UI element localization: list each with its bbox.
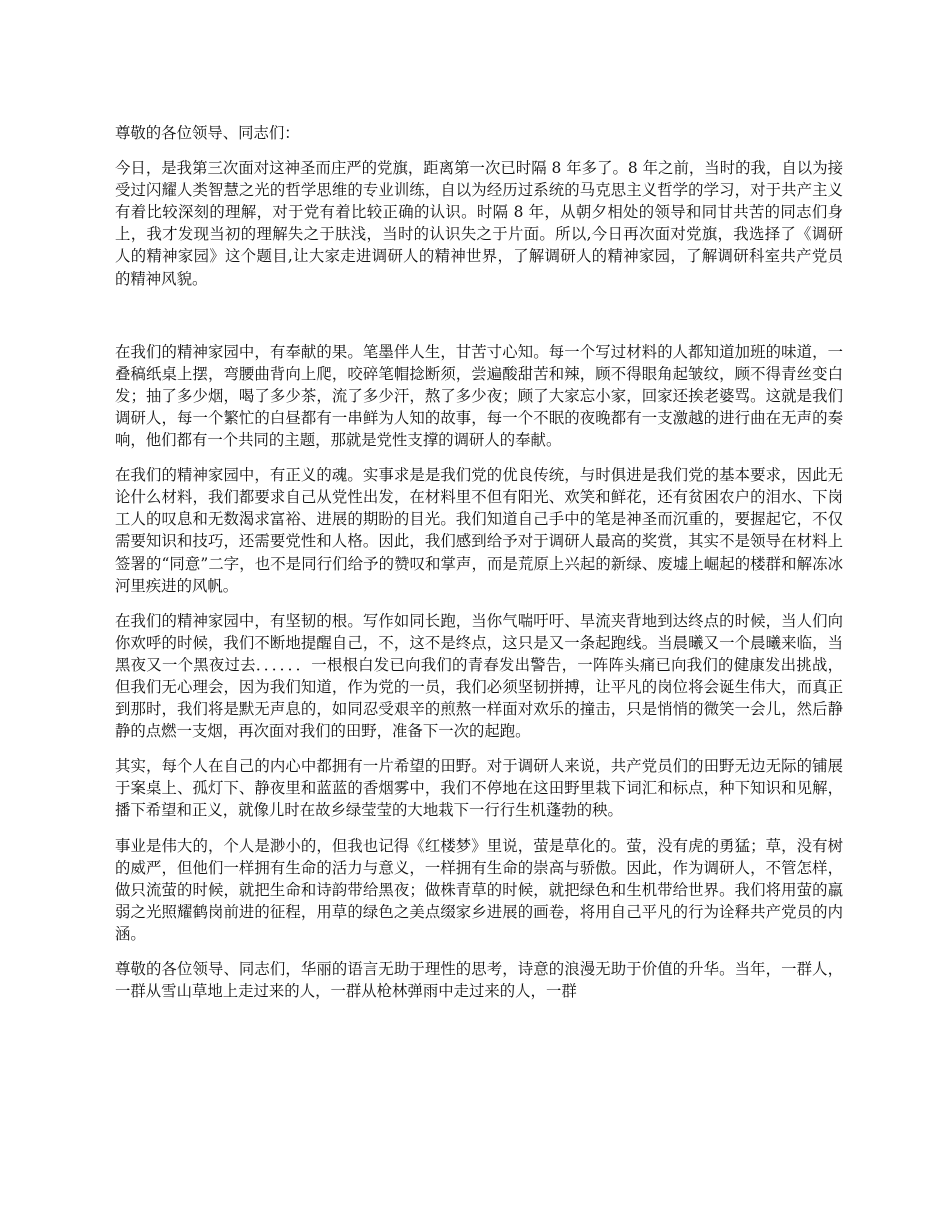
paragraph-dedication: 在我们的精神家园中，有奉献的果。笔墨伴人生，甘苦寸心知。每一个写过材料的人都知道加班的味道，一叠稿纸桌上摆，弯腰曲背向上爬，咬碎笔帽捻断须，尝遍酸甜苦和辣，顾不得眼角起皱纹，顾不得青丝变白发；抽了多少烟，喝了多少茶，流了多少汗，熬了多少夜；顾了大家忘小家，回家还挨老婆骂。这就是我们调研人，每一个繁忙的白昼都有一串鲜为人知的故事，每一个不眠的夜晚都有一支激越的进行曲在无声的奏响，他们都有一个共同的主题，那就是党性支撑的调研人的奉献。 xyxy=(115,342,843,450)
paragraph-justice: 在我们的精神家园中，有正义的魂。实事求是是我们党的优良传统，与时俱进是我们党的基本要求，因此无论什么材料，我们都要求自己从党性出发，在材料里不但有阳光、欢笑和鲜花，还有贫困农户的泪水、下岗工人的叹息和无数渴求富裕、进展的期盼的目光。我们知道自己手中的笔是神圣而沉重的，要握起它，不仅需要知识和技巧，还需要党性和人格。因此，我们感到给予对于调研人最高的奖赏，其实不是领导在材料上签署的“同意”二字，也不是同行们给予的赞叹和掌声，而是荒原上兴起的新绿、废墟上崛起的楼群和解冻冰河里疾进的风帆。 xyxy=(115,466,843,595)
salutation: 尊敬的各位领导、同志们： xyxy=(115,124,300,142)
paragraph-firefly-grass: 事业是伟大的，个人是渺小的，但我也记得《红楼梦》里说，萤是草化的。萤，没有虎的勇猛；草，没有树的威严，但他们一样拥有生命的活力与意义，一样拥有生命的崇高与骄傲。因此，作为调研人，不管怎样，做只流萤的时候，就把生命和诗韵带给黑夜；做株青草的时候，就把绿色和生机带给世界。我们将用萤的羸弱之光照耀鹤岗前进的征程，用草的绿色之美点缀家乡进展的画卷，将用自己平凡的行为诠释共产党员的内涵。 xyxy=(115,836,843,943)
paragraph-intro: 今日，是我第三次面对这神圣而庄严的党旗，距离第一次已时隔 8 年多了。8 年之前，当时的我，自以为接受过闪耀人类智慧之光的哲学思维的专业训练，自以为经历过系统的马克思主义哲学的学习，对于共产主义有着比较深刻的理解，对于党有着比较正确的认识。时隔 8 年，从朝夕相处的领导和同甘共苦的同志们身上，我才发现当初的理解失之于肤浅，当时的认识失之于片面。所以,今日再次面对党旗，我选择了《调研人的精神家园》这个题目,让大家走进调研人的精神世界，了解调研人的精神家园，了解调研科室共产党员的精神风貌。 xyxy=(115,159,843,288)
paragraph-closing: 尊敬的各位领导、同志们，华丽的语言无助于理性的思考，诗意的浪漫无助于价值的升华。当年，一群人，一群从雪山草地上走过来的人，一群从枪林弹雨中走过来的人，一群 xyxy=(115,960,843,1001)
paragraph-field-of-hope: 其实，每个人在自己的内心中都拥有一片希望的田野。对于调研人来说，共产党员们的田野无边无际的铺展于案桌上、孤灯下、静夜里和蓝蓝的香烟雾中，我们不停地在这田野里栽下词汇和标点，种下知识和见解，播下希望和正义，就像儿时在故乡绿莹莹的大地栽下一行行生机蓬勃的秧。 xyxy=(115,757,843,820)
paragraph-gap xyxy=(115,303,843,341)
paragraph-perseverance: 在我们的精神家园中，有坚韧的根。写作如同长跑，当你气喘吁吁、旱流夹背地到达终点的时候，当人们向你欢呼的时候，我们不断地提醒自己，不，这不是终点，这只是又一条起跑线。当晨曦又一个晨曦来临，当黑夜又一个黑夜过去．．．．．．一根根白发已向我们的青春发出警告，一阵阵头痛已向我们的健康发出挑战，但我们无心理会，因为我们知道，作为党的一员，我们必须坚韧拼搏，让平凡的岗位将会诞生伟大，而真正到那时，我们将是默无声息的，如同忍受艰辛的煎熬一样面对欢乐的撞击，只是悄悄的微笑一会儿，然后静静的点燃一支烟，再次面对我们的田野，准备下一次的起跑。 xyxy=(115,611,843,741)
document-body xyxy=(115,122,843,1015)
